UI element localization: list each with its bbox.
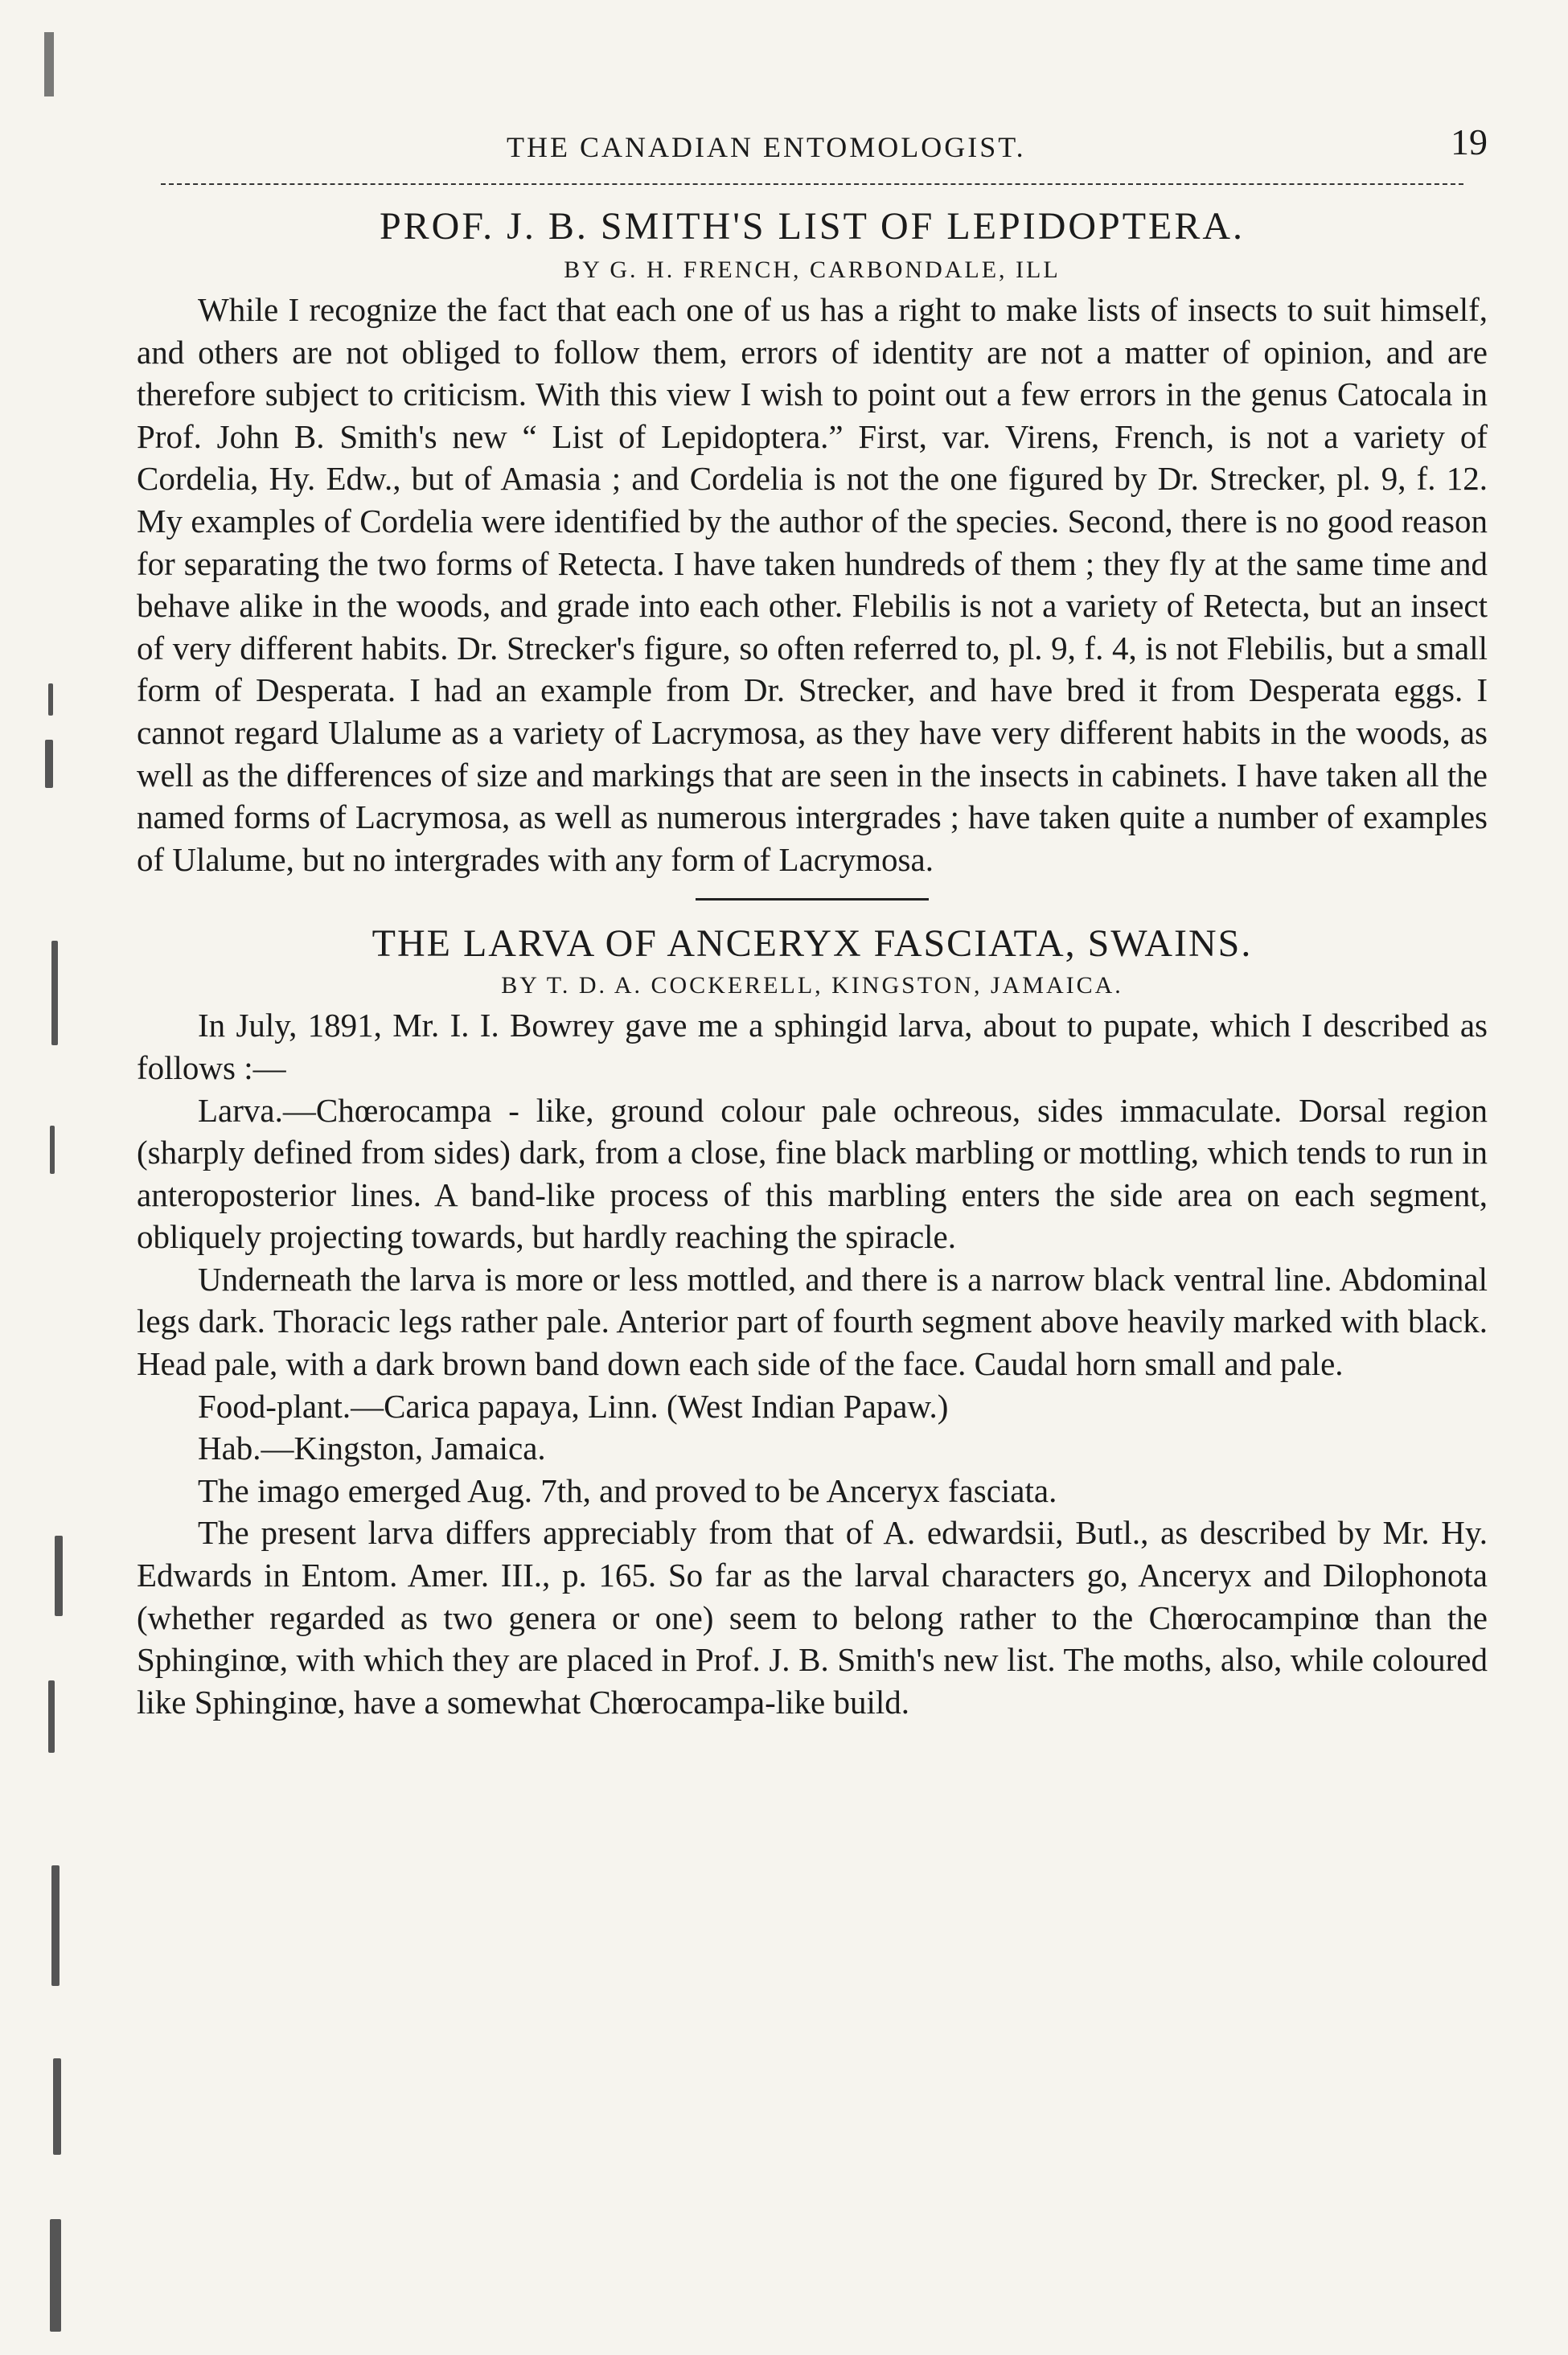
article-paragraph: Larva.—Chœrocampa - like, ground colour pale ochreous, sides immaculate. Dorsal region (sharply defined from sides) dark, from a close, fine black marbling or mottling, which tends to run in anteroposterior lines. A band-like process of this marbling enters the side area on each segment, obliquely projecting towards, but hardly reaching the spiracle. [137, 1091, 1488, 1256]
scan-margin-specks [40, 675, 105, 2340]
running-head [137, 121, 1488, 177]
header-rule [161, 183, 1463, 185]
article-smith-list [137, 204, 1488, 880]
scan-edge-mark [44, 32, 54, 96]
page-number: 19 [1451, 121, 1488, 162]
article-paragraph: The imago emerged Aug. 7th, and proved to be Anceryx fasciata. [198, 1471, 1057, 1509]
article-title: PROF. J. B. SMITH'S LIST OF LEPIDOPTERA. [379, 205, 1246, 248]
article-paragraph: In July, 1891, Mr. I. I. Bowrey gave me a sphingid larva, about to pupate, which I described as follows :— [137, 1007, 1488, 1086]
article-paragraph: Hab.—Kingston, Jamaica. [198, 1430, 546, 1467]
article-byline: BY G. H. FRENCH, CARBONDALE, ILL [564, 256, 1061, 283]
article-title: THE LARVA OF ANCERYX FASCIATA, SWAINS. [371, 922, 1253, 966]
article-anceryx-larva [137, 921, 1488, 1723]
article-paragraph: The present larva differs appreciably from that of A. edwardsii, Butl., as described by Mr. Hy. Edwards in Entom. Amer. III., p. 165. So far as the larval characters go, Anceryx and Dilophonota (whether regarded as two genera or one) seem to belong rather to the Chœrocampinœ than the Sphinginœ, with which they are placed in Prof. J. B. Smith's new list. The moths, also, while coloured like Sphinginœ, have a somewhat Chœrocampa-like build. [137, 1514, 1488, 1721]
section-divider [696, 898, 929, 901]
article-paragraph: Underneath the larva is more or less mottled, and there is a narrow black ventral line. Abdominal legs dark. Thoracic legs rather pale. Anterior part of fourth segment above heavily marked with black. Head pale, with a dark brown band down each side of the face. Caudal horn small and pale. [137, 1260, 1488, 1383]
page [137, 121, 1488, 1723]
article-paragraph: While I recognize the fact that each one of us has a right to make lists of insects to suit himself, and others are not obliged to follow them, errors of identity are not a matter of opinion, and are therefore subject to criticism. With this view I wish to point out a few errors in the genus Catocala in Prof. John B. Smith's new “ List of Lepidoptera.” First, var. Virens, French, is not a variety of Cordelia, Hy. Edw., but of Amasia ; and Cordelia is not the one figured by Dr. Strecker, pl. 9, f. 12. My examples of Cordelia were identified by the author of the species. Second, there is no good reason for separating the two forms of Retecta. I have taken hundreds of them ; they fly at the same time and behave alike in the woods, and grade into each other. Flebilis is not a variety of Retecta, but an insect of very different habits. Dr. Strecker's figure, so often referred to, pl. 9, f. 4, is not Flebilis, but a small form of Desperata. I had an example from Dr. Strecker, and have bred it from Desperata eggs. I cannot regard Ulalume as a variety of Lacrymosa, as they have very different habits in the woods, as well as the differences of size and markings that are seen in the insects in cabinets. I have taken all the named forms of Lacrymosa, as well as numerous intergrades ; have taken quite a number of examples of Ulalume, but no intergrades with any form of Lacrymosa. [137, 291, 1488, 878]
running-title: THE CANADIAN ENTOMOLOGIST. [507, 131, 1026, 163]
article-byline: BY T. D. A. COCKERELL, KINGSTON, JAMAICA. [501, 972, 1123, 999]
article-paragraph: Food-plant.—Carica papaya, Linn. (West Indian Papaw.) [198, 1387, 949, 1425]
